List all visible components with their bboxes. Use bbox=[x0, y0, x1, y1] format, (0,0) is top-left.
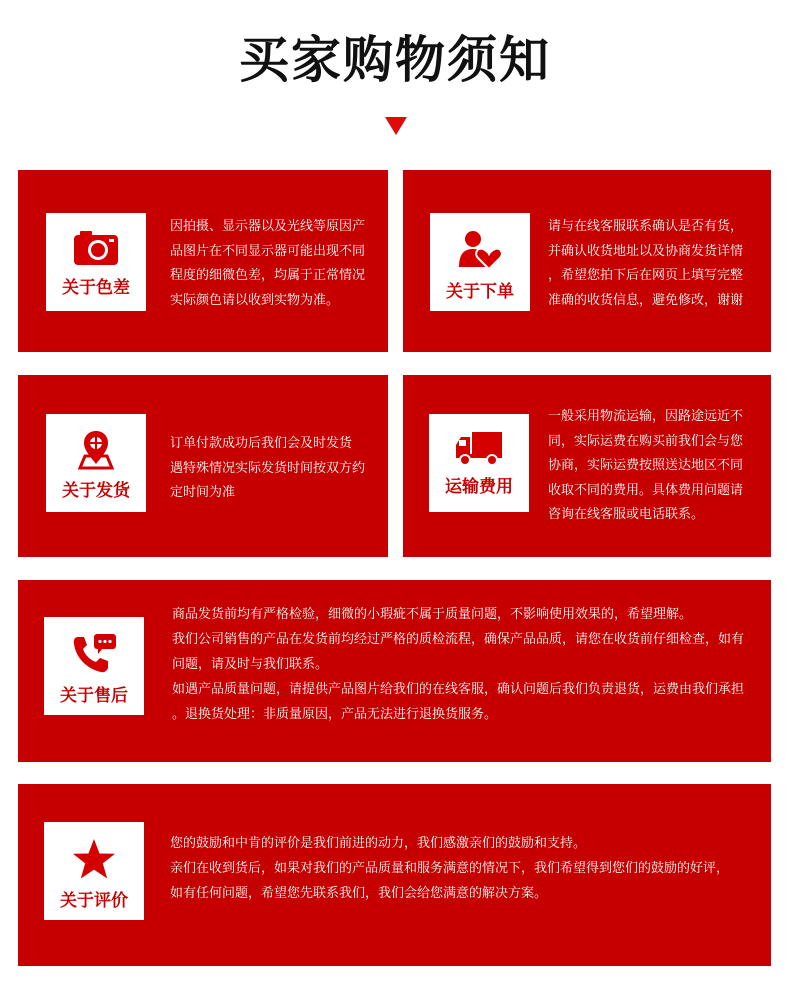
card-label: 关于发货 bbox=[62, 481, 130, 501]
text-line: 因拍摄、显示器以及光线等原因产 bbox=[170, 219, 366, 234]
card-label: 关于售后 bbox=[60, 686, 128, 706]
text-line: 定时间为准 bbox=[170, 485, 236, 500]
text-line: 遇特殊情况实际发货时间按双方约 bbox=[170, 460, 366, 476]
location-pin-icon bbox=[76, 430, 116, 470]
truck-icon bbox=[454, 430, 504, 466]
card-icon-box bbox=[429, 414, 529, 512]
text-line: 品图片在不同显示器可能出现不同 bbox=[170, 243, 366, 259]
card-ordering bbox=[403, 170, 771, 352]
text-line: 实际颜色请以收到实物为准。 bbox=[170, 292, 340, 308]
card-shipping bbox=[18, 375, 388, 557]
phone-chat-icon bbox=[70, 633, 118, 675]
card-text bbox=[548, 405, 743, 528]
camera-icon bbox=[71, 229, 121, 267]
text-line: 程度的细微色差，均属于正常情况 bbox=[170, 268, 366, 283]
text-line: 问题，请及时与我们联系。 bbox=[172, 657, 329, 672]
text-line: 如遇产品质量问题，请提供产品图片给我们的在线客服，确认问题后我们负责退货，运费由我们承担 bbox=[172, 682, 745, 697]
person-heart-icon bbox=[457, 229, 503, 271]
card-reviews bbox=[18, 784, 771, 966]
card-text bbox=[172, 602, 744, 727]
text-line: 订单付款成功后我们会及时发货 bbox=[170, 436, 353, 451]
text-line: ，希望您拍下后在网页上填写完整 bbox=[548, 268, 744, 283]
text-line: 咨询在线客服或电话联系。 bbox=[548, 507, 705, 522]
card-icon-box bbox=[44, 822, 144, 920]
text-line: 亲们在收到货后，如果对我们的产品质量和服务满意的情况下，我们希望得到您们的鼓励的好评， bbox=[170, 861, 730, 876]
text-line: 准确的收货信息，避免修改，谢谢 bbox=[548, 292, 744, 308]
card-text bbox=[170, 432, 365, 506]
card-icon-box bbox=[44, 617, 144, 715]
card-text bbox=[548, 215, 743, 313]
text-line: 一般采用物流运输，因路途远近不 bbox=[548, 409, 744, 424]
card-shipping-cost bbox=[403, 375, 771, 557]
card-icon-box bbox=[430, 213, 530, 311]
card-text bbox=[170, 215, 365, 313]
text-line: 。退换货处理：非质量原因，产品无法进行退换货服务。 bbox=[172, 707, 498, 722]
text-line: 协商，实际运费按照送达地区不同 bbox=[548, 458, 744, 473]
card-text bbox=[170, 831, 729, 906]
card-icon-box bbox=[46, 213, 146, 311]
text-line: 同，实际运费在购买前我们会与您 bbox=[548, 433, 744, 449]
card-after-sales bbox=[18, 580, 771, 762]
page-title: 买家购物须知 bbox=[239, 30, 551, 89]
text-line: 如有任何问题，希望您先联系我们，我们会给您满意的解决方案。 bbox=[170, 886, 548, 901]
text-line: 您的鼓励和中肯的评价是我们前进的动力，我们感激亲们的鼓励和支持。 bbox=[170, 836, 587, 851]
text-line: 商品发货前均有严格检验，细微的小瑕疵不属于质量问题，不影响使用效果的，希望理解。 bbox=[172, 607, 693, 622]
card-label: 关于下单 bbox=[446, 282, 514, 302]
text-line: 并确认收货地址以及协商发货详情 bbox=[548, 243, 744, 259]
text-line: 请与在线客服联系确认是否有货， bbox=[548, 219, 744, 234]
down-arrow-icon bbox=[385, 117, 407, 135]
card-label: 运输费用 bbox=[445, 477, 513, 497]
card-label: 关于评价 bbox=[60, 891, 128, 911]
card-label: 关于色差 bbox=[62, 278, 130, 298]
text-line: 我们公司销售的产品在发货前均经过严格的质检流程，确保产品品质，请您在收货前仔细检查，如有 bbox=[172, 632, 745, 647]
star-icon bbox=[72, 838, 116, 880]
card-color-difference bbox=[18, 170, 388, 352]
card-icon-box bbox=[46, 414, 146, 512]
text-line: 收取不同的费用。具体费用问题请 bbox=[548, 482, 744, 498]
